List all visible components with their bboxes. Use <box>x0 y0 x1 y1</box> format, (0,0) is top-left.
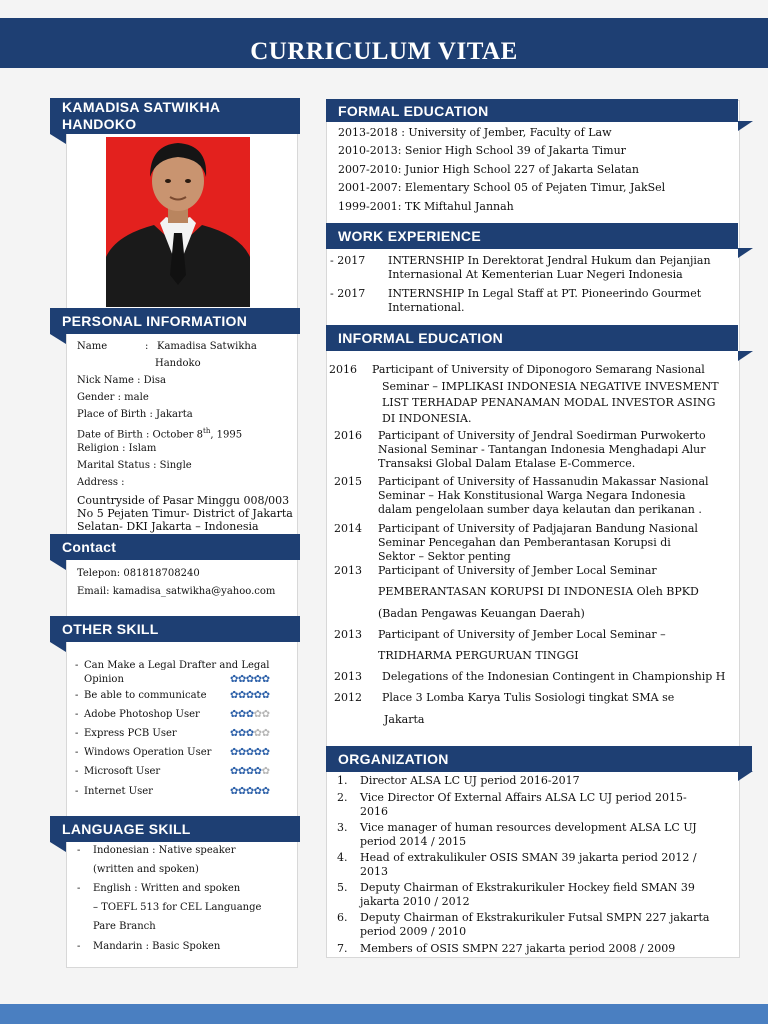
informal-5-line-3: (Badan Pengawas Keuangan Daerah) <box>378 607 585 620</box>
language-bullet: - <box>77 845 81 856</box>
skill-label: Microsoft User <box>84 766 161 777</box>
skill-label-cont: Opinion <box>84 674 124 685</box>
ribbon-fold <box>50 642 66 652</box>
page-title: CURRICULUM VITAE <box>250 38 518 65</box>
personal-address-2: No 5 Pejaten Timur- District of Jakarta <box>77 507 293 520</box>
name-line-2: HANDOKO <box>62 116 137 132</box>
personal-marital: Marital Status : Single <box>77 460 192 471</box>
star-icon: ✿ <box>237 674 246 685</box>
informal-8-year: 2012 <box>334 691 362 704</box>
work-1-year: - 2017 <box>330 254 366 267</box>
informal-5-line-1: Participant of University of Jember Local Seminar <box>378 564 657 577</box>
name-header <box>50 98 300 134</box>
organization-header: ORGANIZATION <box>326 746 752 772</box>
personal-gender: Gender : male <box>77 392 149 403</box>
formal-edu-1: 2013-2018 : University of Jember, Faculty of Law <box>338 126 612 139</box>
org-item-cont: 2016 <box>360 805 388 818</box>
informal-6-year: 2013 <box>334 628 362 641</box>
skill-bullet: - <box>75 660 79 671</box>
informal-4-line-3: Sektor – Sektor penting <box>378 550 511 563</box>
language-bullet: - <box>77 883 81 894</box>
personal-religion: Religion : Islam <box>77 443 157 454</box>
personal-info-header: PERSONAL INFORMATION <box>50 308 300 334</box>
org-number: 1. <box>337 774 348 787</box>
org-item: Vice manager of human resources development ALSA LC UJ <box>360 821 697 834</box>
informal-1-line-3: LIST TERHADAP PENANAMAN MODAL INVESTOR ASING <box>382 396 716 409</box>
star-icon: ✿ <box>261 674 270 685</box>
star-icon: ✿ <box>230 690 238 701</box>
star-icon: ✿ <box>253 674 262 685</box>
skill-bullet: - <box>75 786 79 797</box>
language-skill-header: LANGUAGE SKILL <box>50 816 300 842</box>
contact-email: Email: kamadisa_satwikha@yahoo.com <box>77 586 276 597</box>
star-icon: ✿ <box>261 766 270 777</box>
skill-label: Internet User <box>84 786 153 797</box>
skill-rating <box>230 706 269 723</box>
informal-6-line-1: Participant of University of Jember Local Seminar – <box>378 628 666 641</box>
skill-bullet: - <box>75 690 79 701</box>
org-number: 4. <box>337 851 348 864</box>
star-icon: ✿ <box>230 728 238 739</box>
skill-bullet: - <box>75 747 79 758</box>
informal-3-line-1: Participant of University of Hassanudin Makassar Nasional <box>378 475 709 488</box>
informal-2-line-3: Transaksi Global Dalam Etalase E-Commerce. <box>378 457 636 470</box>
personal-birth-date: Date of Birth : October 8th, 1995 <box>77 427 243 441</box>
org-number: 5. <box>337 881 348 894</box>
star-icon: ✿ <box>237 747 246 758</box>
skill-bullet: - <box>75 766 79 777</box>
star-icon: ✿ <box>230 747 238 758</box>
org-item-cont: period 2014 / 2015 <box>360 835 467 848</box>
skill-rating <box>230 687 269 704</box>
star-icon: ✿ <box>230 786 238 797</box>
ribbon-fold <box>738 351 753 361</box>
informal-1-line-2: Seminar – IMPLIKASI INDONESIA NEGATIVE INVESMENT <box>382 380 719 393</box>
formal-education-header: FORMAL EDUCATION <box>326 99 738 122</box>
skill-label: Express PCB User <box>84 728 177 739</box>
personal-address-label: Address : <box>77 477 125 488</box>
star-icon: ✿ <box>245 747 254 758</box>
star-icon: ✿ <box>245 728 254 739</box>
informal-2-line-1: Participant of University of Jendral Soedirman Purwokerto <box>378 429 706 442</box>
star-icon: ✿ <box>230 674 238 685</box>
star-icon: ✿ <box>237 766 246 777</box>
star-icon: ✿ <box>261 786 270 797</box>
org-number: 7. <box>337 942 348 955</box>
informal-1-line-1: Participant of University of Diponogoro Semarang Nasional <box>372 363 705 376</box>
person-portrait-icon <box>106 137 250 307</box>
informal-1-year: 2016 <box>329 363 357 376</box>
skill-label: Windows Operation User <box>84 747 212 758</box>
personal-name-cont: Handoko <box>155 358 201 369</box>
org-item: Vice Director Of External Affairs ALSA LC UJ period 2015- <box>360 791 687 804</box>
informal-1-line-4: DI INDONESIA. <box>382 412 472 425</box>
org-item: Members of OSIS SMPN 227 jakarta period 2008 / 2009 <box>360 942 676 955</box>
name-line-1: KAMADISA SATWIKHA <box>62 99 221 115</box>
star-icon: ✿ <box>261 690 270 701</box>
language-mandarin: Mandarin : Basic Spoken <box>93 941 221 952</box>
informal-7-year: 2013 <box>334 670 362 683</box>
informal-education-header: INFORMAL EDUCATION <box>326 325 738 351</box>
contact-header: Contact <box>50 534 300 560</box>
personal-address-3: Selatan- DKI Jakarta – Indonesia <box>77 520 259 533</box>
ribbon-fold <box>50 134 66 144</box>
ribbon-fold <box>738 771 753 781</box>
informal-3-line-2: Seminar – Hak Konstitusional Warga Negara Indonesia <box>378 489 686 502</box>
skill-label: Can Make a Legal Drafter and Legal <box>84 660 270 671</box>
language-english-toefl: – TOEFL 513 for CEL Languange <box>93 902 262 913</box>
skill-rating <box>230 763 269 780</box>
skill-rating <box>230 725 269 742</box>
work-experience-header: WORK EXPERIENCE <box>326 223 738 249</box>
star-icon: ✿ <box>253 690 262 701</box>
personal-name: Name : Kamadisa Satwikha <box>77 341 257 352</box>
star-icon: ✿ <box>230 709 238 720</box>
language-bullet: - <box>77 941 81 952</box>
org-number: 3. <box>337 821 348 834</box>
star-icon: ✿ <box>261 747 270 758</box>
star-icon: ✿ <box>245 690 254 701</box>
org-number: 6. <box>337 911 348 924</box>
personal-nickname: Nick Name : Disa <box>77 375 166 386</box>
contact-phone: Telepon: 081818708240 <box>77 568 200 579</box>
star-icon: ✿ <box>253 747 262 758</box>
star-icon: ✿ <box>253 786 262 797</box>
ribbon-fold <box>50 334 66 344</box>
other-skill-header: OTHER SKILL <box>50 616 300 642</box>
profile-photo <box>106 137 250 307</box>
informal-3-line-3: dalam pengelolaan sumber daya kelautan dan perikanan . <box>378 503 702 516</box>
skill-label: Adobe Photoshop User <box>84 709 200 720</box>
personal-birth-place: Place of Birth : Jakarta <box>77 409 193 420</box>
org-item-cont: period 2009 / 2010 <box>360 925 467 938</box>
work-2-line-2: International. <box>388 301 465 314</box>
informal-5-year: 2013 <box>334 564 362 577</box>
star-icon: ✿ <box>245 766 254 777</box>
star-icon: ✿ <box>237 786 246 797</box>
org-item-cont: 2013 <box>360 865 388 878</box>
work-1-line-1: INTERNSHIP In Derektorat Jendral Hukum dan Pejanjian <box>388 254 711 267</box>
language-english: English : Written and spoken <box>93 883 241 894</box>
org-number: 2. <box>337 791 348 804</box>
work-1-line-2: Internasional At Kementerian Luar Negeri Indonesia <box>388 268 683 281</box>
informal-8-line-1: Place 3 Lomba Karya Tulis Sosiologi tingkat SMA se <box>382 691 675 704</box>
informal-8-line-2: Jakarta <box>384 713 425 726</box>
org-item-cont: jakarta 2010 / 2012 <box>360 895 470 908</box>
org-item: Director ALSA LC UJ period 2016-2017 <box>360 774 580 787</box>
personal-address-1: Countryside of Pasar Minggu 008/003 <box>77 494 290 507</box>
language-indonesian: Indonesian : Native speaker <box>93 845 236 856</box>
skill-rating <box>230 783 269 800</box>
star-icon: ✿ <box>261 728 270 739</box>
star-icon: ✿ <box>253 766 262 777</box>
star-icon: ✿ <box>237 728 246 739</box>
work-2-line-1: INTERNSHIP In Legal Staff at PT. Pioneerindo Gourmet <box>388 287 702 300</box>
star-icon: ✿ <box>245 709 254 720</box>
star-icon: ✿ <box>237 690 246 701</box>
informal-2-year: 2016 <box>334 429 362 442</box>
star-icon: ✿ <box>245 674 254 685</box>
informal-2-line-2: Nasional Seminar - Tantangan Indonesia Menghadapi Alur <box>378 443 706 456</box>
informal-4-year: 2014 <box>334 522 362 535</box>
star-icon: ✿ <box>253 709 262 720</box>
star-icon: ✿ <box>230 766 238 777</box>
language-indonesian-detail: (written and spoken) <box>93 864 199 875</box>
org-item: Deputy Chairman of Ekstrakurikuler Hockey field SMAN 39 <box>360 881 695 894</box>
org-item: Head of extrakulikuler OSIS SMAN 39 jakarta period 2012 / <box>360 851 697 864</box>
informal-4-line-1: Participant of University of Padjajaran Bandung Nasional <box>378 522 698 535</box>
skill-label: Be able to communicate <box>84 690 207 701</box>
informal-6-line-2: TRIDHARMA PERGURUAN TINGGI <box>378 649 579 662</box>
footer-bar <box>0 1004 768 1024</box>
skill-rating <box>230 744 269 761</box>
org-item: Deputy Chairman of Ekstrakurikuler Futsal SMPN 227 jakarta <box>360 911 710 924</box>
formal-edu-4: 2001-2007: Elementary School 05 of Pejaten Timur, JakSel <box>338 181 666 194</box>
star-icon: ✿ <box>261 709 270 720</box>
work-2-year: - 2017 <box>330 287 366 300</box>
informal-4-line-2: Seminar Pencegahan dan Pemberantasan Korupsi di <box>378 536 671 549</box>
skill-rating <box>230 671 269 688</box>
skill-bullet: - <box>75 728 79 739</box>
informal-7-line-1: Delegations of the Indonesian Contingent in Championship H <box>382 670 726 683</box>
star-icon: ✿ <box>245 786 254 797</box>
formal-edu-3: 2007-2010: Junior High School 227 of Jakarta Selatan <box>338 163 639 176</box>
language-english-branch: Pare Branch <box>93 921 156 932</box>
ribbon-fold <box>738 121 753 131</box>
ribbon-fold <box>50 842 66 852</box>
formal-edu-2: 2010-2013: Senior High School 39 of Jakarta Timur <box>338 144 626 157</box>
informal-3-year: 2015 <box>334 475 362 488</box>
star-icon: ✿ <box>237 709 246 720</box>
ribbon-fold <box>50 560 66 570</box>
informal-5-line-2: PEMBERANTASAN KORUPSI DI INDONESIA Oleh BPKD <box>378 585 699 598</box>
skill-bullet: - <box>75 709 79 720</box>
ribbon-fold <box>738 248 753 258</box>
star-icon: ✿ <box>253 728 262 739</box>
formal-edu-5: 1999-2001: TK Miftahul Jannah <box>338 200 514 213</box>
